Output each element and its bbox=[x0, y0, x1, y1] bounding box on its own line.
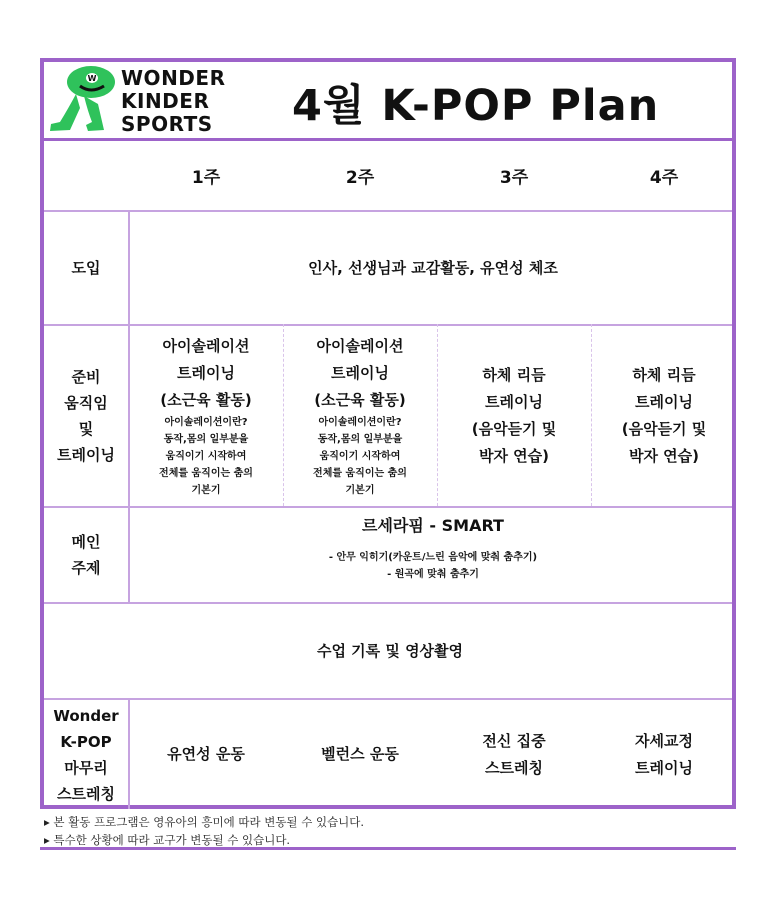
intro-content: 인사, 선생님과 교감활동, 유연성 체조 bbox=[308, 258, 558, 277]
cooldown-week-1 bbox=[130, 700, 282, 809]
logo-wordmark bbox=[121, 67, 225, 136]
prep-title-line: 트레이닝 bbox=[177, 364, 235, 382]
prep-week-2 bbox=[284, 326, 436, 506]
prep-title-line: (소근육 활동) bbox=[160, 391, 252, 409]
footnote: ▸ 본 활동 프로그램은 영유아의 흥미에 따라 변동될 수 있습니다. bbox=[44, 815, 365, 829]
logo-line: SPORTS bbox=[121, 112, 213, 136]
cooldown-line: 벨런스 운동 bbox=[321, 745, 399, 763]
prep-desc-line: 기본기 bbox=[191, 485, 221, 496]
main-detail: - 원곡에 맞춰 춤추기 bbox=[387, 569, 479, 580]
cooldown-week-2 bbox=[284, 700, 436, 809]
week-4-header: 4주 bbox=[649, 168, 679, 188]
week-2-header: 2주 bbox=[345, 168, 375, 188]
main-content bbox=[130, 508, 736, 602]
prep-line: 박자 연습) bbox=[478, 447, 550, 465]
prep-line: 박자 연습) bbox=[628, 447, 700, 465]
main-title: 르세라핌 - SMART bbox=[362, 516, 504, 535]
prep-label bbox=[44, 326, 128, 506]
cooldown-line: 유연성 운동 bbox=[167, 745, 245, 763]
label-line: 움직임 bbox=[64, 394, 108, 412]
prep-desc-line: 동작,몸의 일부분을 bbox=[163, 434, 249, 445]
cooldown-week-4 bbox=[592, 700, 736, 809]
week-1-header: 1주 bbox=[191, 168, 221, 188]
prep-week-4 bbox=[592, 326, 736, 506]
record-content: 수업 기록 및 영상촬영 bbox=[316, 641, 464, 660]
plan-table bbox=[40, 58, 736, 809]
cooldown-label bbox=[44, 700, 128, 809]
label-line: 준비 bbox=[71, 368, 101, 386]
prep-desc-line: 기본기 bbox=[345, 485, 375, 496]
logo-badge: W bbox=[87, 74, 97, 83]
prep-week-3 bbox=[438, 326, 590, 506]
footnote: ▸ 특수한 상황에 따라 교구가 변동될 수 있습니다. bbox=[44, 833, 291, 847]
prep-line: (음악듣기 및 bbox=[621, 420, 707, 438]
prep-desc-line: 움직이기 시작하여 bbox=[319, 451, 401, 462]
bottom-rule bbox=[40, 847, 736, 850]
page-title: 4월 K-POP Plan bbox=[292, 81, 660, 131]
prep-week-1 bbox=[130, 326, 282, 506]
prep-desc-line: 동작,몸의 일부분을 bbox=[317, 434, 403, 445]
label-line: 메인 bbox=[71, 533, 101, 551]
label-line: K-POP bbox=[60, 732, 112, 751]
label-line: 주제 bbox=[71, 559, 101, 577]
prep-desc-line: 아이솔레이션이란? bbox=[318, 417, 402, 428]
prep-title-line: 아이솔레이션 bbox=[316, 337, 404, 355]
prep-title-line: 트레이닝 bbox=[331, 364, 389, 382]
prep-desc-line: 전체를 움직이는 춤의 bbox=[159, 468, 253, 479]
cooldown-line: 스트레칭 bbox=[485, 758, 543, 777]
wonder-kinder-sports-logo bbox=[46, 64, 246, 136]
prep-line: 트레이닝 bbox=[635, 393, 693, 411]
label-line: 및 bbox=[78, 420, 94, 438]
main-detail: - 안무 익히기(카운트/느린 음악에 맞춰 춤추기) bbox=[328, 552, 538, 563]
cooldown-line: 전신 집중 bbox=[482, 731, 546, 750]
cooldown-line: 트레이닝 bbox=[635, 758, 693, 777]
logo-line: WONDER bbox=[121, 66, 226, 90]
cooldown-week-3 bbox=[438, 700, 590, 809]
prep-line: 트레이닝 bbox=[485, 393, 543, 411]
cooldown-line: 자세교정 bbox=[635, 731, 693, 750]
prep-title-line: (소근육 활동) bbox=[314, 391, 406, 409]
logo-line: KINDER bbox=[121, 89, 210, 113]
label-line: 스트레칭 bbox=[57, 784, 115, 803]
mascot-icon bbox=[46, 64, 118, 134]
prep-line: 하체 리듬 bbox=[632, 366, 696, 384]
main-label bbox=[44, 508, 128, 602]
label-line: Wonder bbox=[53, 706, 119, 725]
label-line: 마무리 bbox=[64, 758, 108, 777]
intro-label: 도입 bbox=[71, 259, 101, 277]
label-line: 트레이닝 bbox=[57, 446, 115, 464]
prep-title-line: 아이솔레이션 bbox=[162, 337, 250, 355]
prep-desc-line: 움직이기 시작하여 bbox=[165, 451, 247, 462]
week-3-header: 3주 bbox=[499, 168, 529, 188]
prep-desc-line: 아이솔레이션이란? bbox=[164, 417, 248, 428]
prep-desc-line: 전체를 움직이는 춤의 bbox=[313, 468, 407, 479]
prep-line: (음악듣기 및 bbox=[471, 420, 557, 438]
prep-line: 하체 리듬 bbox=[482, 366, 546, 384]
